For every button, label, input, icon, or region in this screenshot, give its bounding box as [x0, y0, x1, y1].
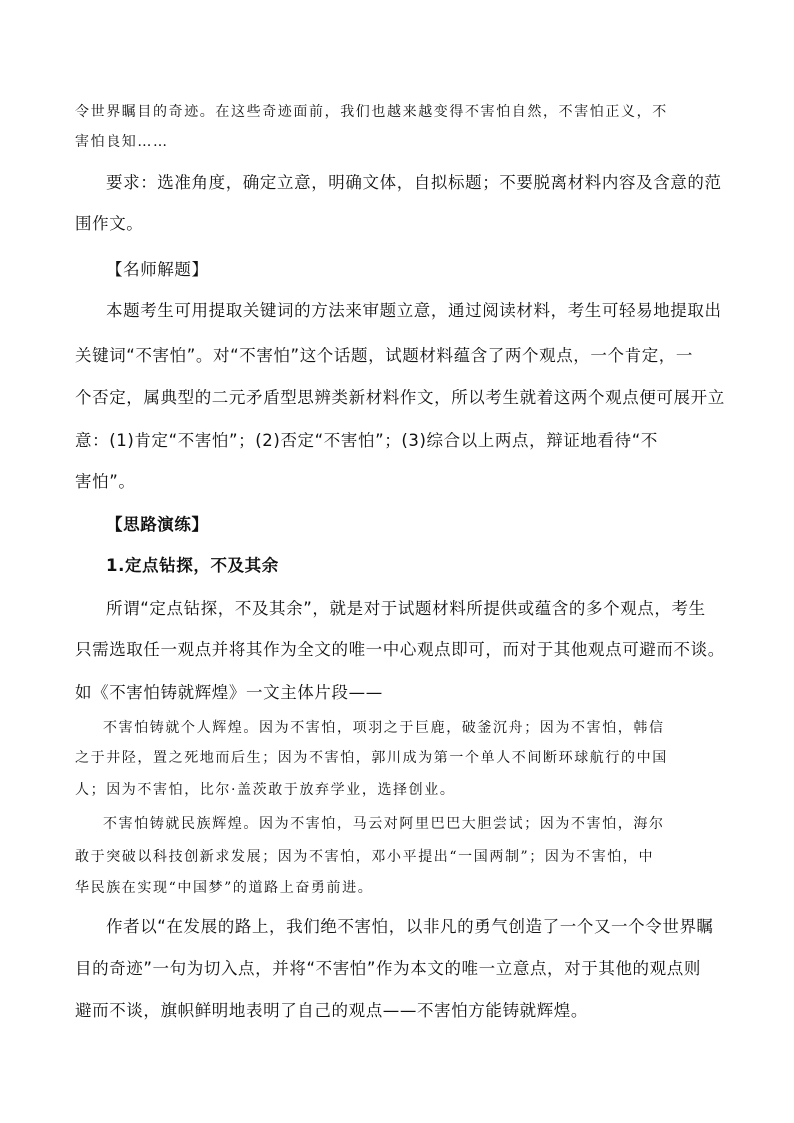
section-heading-practice: 【思路演练】	[106, 515, 209, 534]
analysis-paragraph: 本题考生可用提取关键词的方法来审题立意，通过阅读材料，考生可轻易地提取出	[106, 301, 722, 320]
section-heading-teacher: 【名师解题】	[106, 260, 209, 279]
method-paragraph: 所谓“定点钻探，不及其余”，就是对于试题材料所提供或蕴含的多个观点，考生	[106, 599, 706, 618]
analysis-paragraph: 个否定，属典型的二元矛盾型思辨类新材料作文，所以考生就着这两个观点便可展开立	[75, 388, 725, 407]
analysis-paragraph: 害怕”。	[75, 472, 136, 491]
commentary-paragraph: 目的奇迹”一句为切入点，并将“不害怕”作为本文的唯一立意点，对于其他的观点则	[75, 959, 701, 978]
material-quote-line: 令世界瞩目的奇迹。在这些奇迹面前，我们也越来越变得不害怕自然，不害怕正义，不	[75, 104, 668, 120]
example-excerpt-line: 敢于突破以科技创新求发展；因为不害怕，邓小平提出“一国两制”；因为不害怕，中	[75, 849, 655, 865]
example-excerpt-line: 不害怕铸就个人辉煌。因为不害怕，项羽之于巨鹿，破釜沉舟；因为不害怕，韩信	[103, 720, 665, 736]
example-excerpt-line: 不害怕铸就民族辉煌。因为不害怕，马云对阿里巴巴大胆尝试；因为不害怕，海尔	[103, 816, 665, 832]
analysis-paragraph: 关键词“不害怕”。对“不害怕”这个话题，试题材料蕴含了两个观点，一个肯定，一	[75, 346, 693, 365]
example-excerpt-line: 华民族在实现“中国梦”的道路上奋勇前进。	[75, 880, 374, 896]
commentary-paragraph: 作者以“在发展的路上，我们绝不害怕，以非凡的勇气创造了一个又一个令世界瞩	[106, 917, 714, 936]
subheading-method-1: 1.定点钻探，不及其余	[106, 556, 279, 575]
method-paragraph: 如《不害怕铸就辉煌》一文主体片段——	[75, 683, 383, 702]
commentary-paragraph: 避而不谈，旗帜鲜明地表明了自己的观点——不害怕方能铸就辉煌。	[75, 1001, 588, 1020]
analysis-paragraph: 意：(1)肯定“不害怕”；(2)否定“不害怕”；(3)综合以上两点，辩证地看待“不	[75, 431, 658, 450]
method-paragraph: 只需选取任一观点并将其作为全文的唯一中心观点即可，而对于其他观点可避而不谈。	[75, 640, 725, 659]
example-excerpt-line: 人；因为不害怕，比尔·盖茨敢于放弃学业，选择创业。	[75, 782, 456, 798]
example-excerpt-line: 之于井陉，置之死地而后生；因为不害怕，郭川成为第一个单人不间断环球航行的中国	[75, 750, 668, 766]
requirement-paragraph: 要求：选准角度，确定立意，明确文体，自拟标题；不要脱离材料内容及含意的范	[106, 173, 722, 192]
material-quote-line: 害怕良知……	[75, 134, 169, 150]
requirement-paragraph-cont: 围作文。	[75, 214, 144, 233]
